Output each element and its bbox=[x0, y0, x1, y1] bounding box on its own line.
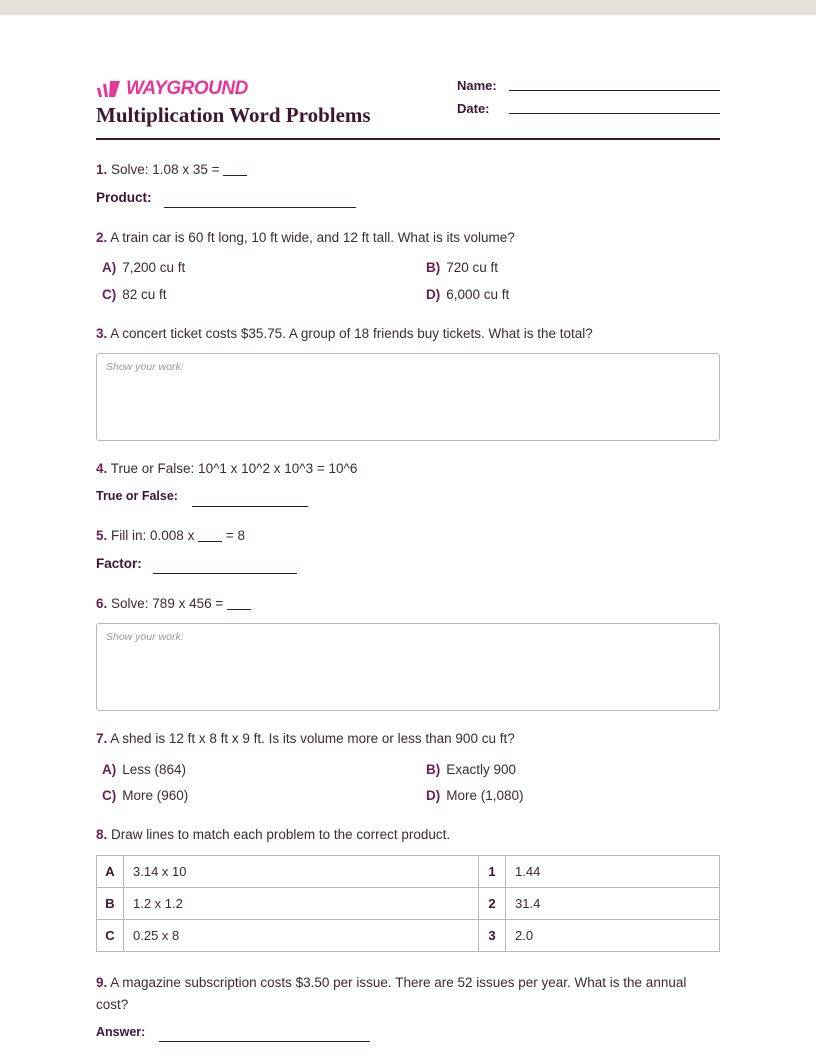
match-problem[interactable]: 0.25 x 8 bbox=[124, 920, 479, 952]
question-text: A concert ticket costs $35.75. A group of 18 friends buy tickets. What is the total? bbox=[110, 326, 593, 341]
question-1 bbox=[96, 159, 720, 181]
option-text: Exactly 900 bbox=[446, 762, 517, 777]
option-a[interactable] bbox=[102, 762, 186, 777]
match-problem[interactable]: 1.2 x 1.2 bbox=[124, 888, 479, 920]
date-label: Date: bbox=[457, 101, 490, 116]
match-product[interactable]: 2.0 bbox=[506, 920, 720, 952]
option-text: 82 cu ft bbox=[122, 287, 167, 302]
inline-blank[interactable] bbox=[198, 529, 222, 542]
match-key-left: C bbox=[97, 920, 124, 952]
page-top-bar bbox=[0, 0, 816, 15]
question-number: 6. bbox=[96, 596, 108, 611]
name-label: Name: bbox=[457, 78, 497, 93]
match-key-right: 2 bbox=[479, 888, 506, 920]
question-text: Solve: 789 x 456 = bbox=[111, 596, 224, 611]
table-row bbox=[97, 888, 720, 920]
match-key-left: A bbox=[97, 856, 124, 888]
work-placeholder: Show your work: bbox=[106, 631, 184, 643]
factor-answer-line[interactable] bbox=[153, 573, 297, 574]
question-text-before: Fill in: 0.008 x bbox=[111, 528, 195, 543]
inline-blank[interactable] bbox=[227, 597, 251, 610]
question-text-after: = 8 bbox=[225, 528, 246, 543]
question-number: 7. bbox=[96, 731, 108, 746]
option-text: Less (864) bbox=[122, 762, 187, 777]
match-key-right: 1 bbox=[479, 856, 506, 888]
option-text: 720 cu ft bbox=[446, 260, 499, 275]
option-letter: B) bbox=[426, 762, 441, 777]
question-text: A shed is 12 ft x 8 ft x 9 ft. Is its volume more or less than 900 cu ft? bbox=[110, 731, 515, 746]
question-2 bbox=[96, 227, 720, 249]
question-text: Draw lines to match each problem to the correct product. bbox=[111, 827, 451, 842]
option-text: More (960) bbox=[122, 788, 189, 803]
factor-label: Factor: bbox=[96, 556, 142, 571]
answer-line[interactable] bbox=[159, 1041, 370, 1042]
question-number: 2. bbox=[96, 230, 108, 245]
answer-label: Answer: bbox=[96, 1025, 146, 1039]
match-product[interactable]: 31.4 bbox=[506, 888, 720, 920]
work-placeholder: Show your work: bbox=[106, 361, 184, 373]
table-row bbox=[97, 920, 720, 952]
option-a[interactable] bbox=[102, 260, 185, 275]
page-title: Multiplication Word Problems bbox=[96, 103, 371, 127]
name-field[interactable] bbox=[509, 90, 720, 91]
match-key-left: B bbox=[97, 888, 124, 920]
brand-logo bbox=[96, 79, 248, 99]
true-false-answer-line[interactable] bbox=[192, 506, 308, 507]
option-text: 7,200 cu ft bbox=[122, 260, 186, 275]
wayground-logo-icon bbox=[96, 80, 124, 98]
question-number: 3. bbox=[96, 326, 108, 341]
matching-table bbox=[96, 855, 720, 952]
question-3 bbox=[96, 323, 720, 345]
question-number: 5. bbox=[96, 528, 108, 543]
option-text: 6,000 cu ft bbox=[446, 287, 510, 302]
product-answer-line[interactable] bbox=[164, 207, 356, 208]
question-4 bbox=[96, 458, 720, 480]
true-false-label: True or False: bbox=[96, 489, 178, 503]
table-row bbox=[97, 856, 720, 888]
option-text: More (1,080) bbox=[446, 788, 524, 803]
option-c[interactable] bbox=[102, 287, 167, 302]
option-letter: B) bbox=[426, 260, 441, 275]
option-d[interactable] bbox=[426, 788, 524, 803]
option-letter: C) bbox=[102, 788, 117, 803]
option-letter: A) bbox=[102, 260, 117, 275]
question-number: 1. bbox=[96, 162, 108, 177]
option-d[interactable] bbox=[426, 287, 509, 302]
question-text: A train car is 60 ft long, 10 ft wide, and 12 ft tall. What is its volume? bbox=[110, 230, 515, 245]
question-5 bbox=[96, 525, 720, 547]
header-divider bbox=[96, 138, 720, 140]
match-problem[interactable]: 3.14 x 10 bbox=[124, 856, 479, 888]
question-number: 4. bbox=[96, 461, 108, 476]
question-number: 9. bbox=[96, 975, 108, 990]
option-letter: D) bbox=[426, 788, 441, 803]
question-number: 8. bbox=[96, 827, 108, 842]
question-8 bbox=[96, 824, 720, 846]
option-letter: A) bbox=[102, 762, 117, 777]
question-6 bbox=[96, 593, 720, 615]
product-label: Product: bbox=[96, 190, 152, 205]
question-text: True or False: 10^1 x 10^2 x 10^3 = 10^6 bbox=[110, 461, 358, 476]
question-text: Solve: 1.08 x 35 = bbox=[111, 162, 220, 177]
brand-name: WAYGROUND bbox=[126, 78, 248, 99]
match-product[interactable]: 1.44 bbox=[506, 856, 720, 888]
question-7 bbox=[96, 728, 720, 750]
work-box[interactable] bbox=[96, 353, 720, 441]
option-b[interactable] bbox=[426, 762, 516, 777]
option-b[interactable] bbox=[426, 260, 498, 275]
question-text: A magazine subscription costs $3.50 per issue. There are 52 issues per year. What is the annual cost? bbox=[96, 975, 687, 1012]
option-letter: C) bbox=[102, 287, 117, 302]
match-key-right: 3 bbox=[479, 920, 506, 952]
date-field[interactable] bbox=[509, 113, 720, 114]
option-letter: D) bbox=[426, 287, 441, 302]
work-box[interactable] bbox=[96, 623, 720, 711]
inline-blank[interactable] bbox=[223, 163, 247, 176]
option-c[interactable] bbox=[102, 788, 188, 803]
question-9 bbox=[96, 972, 720, 1016]
